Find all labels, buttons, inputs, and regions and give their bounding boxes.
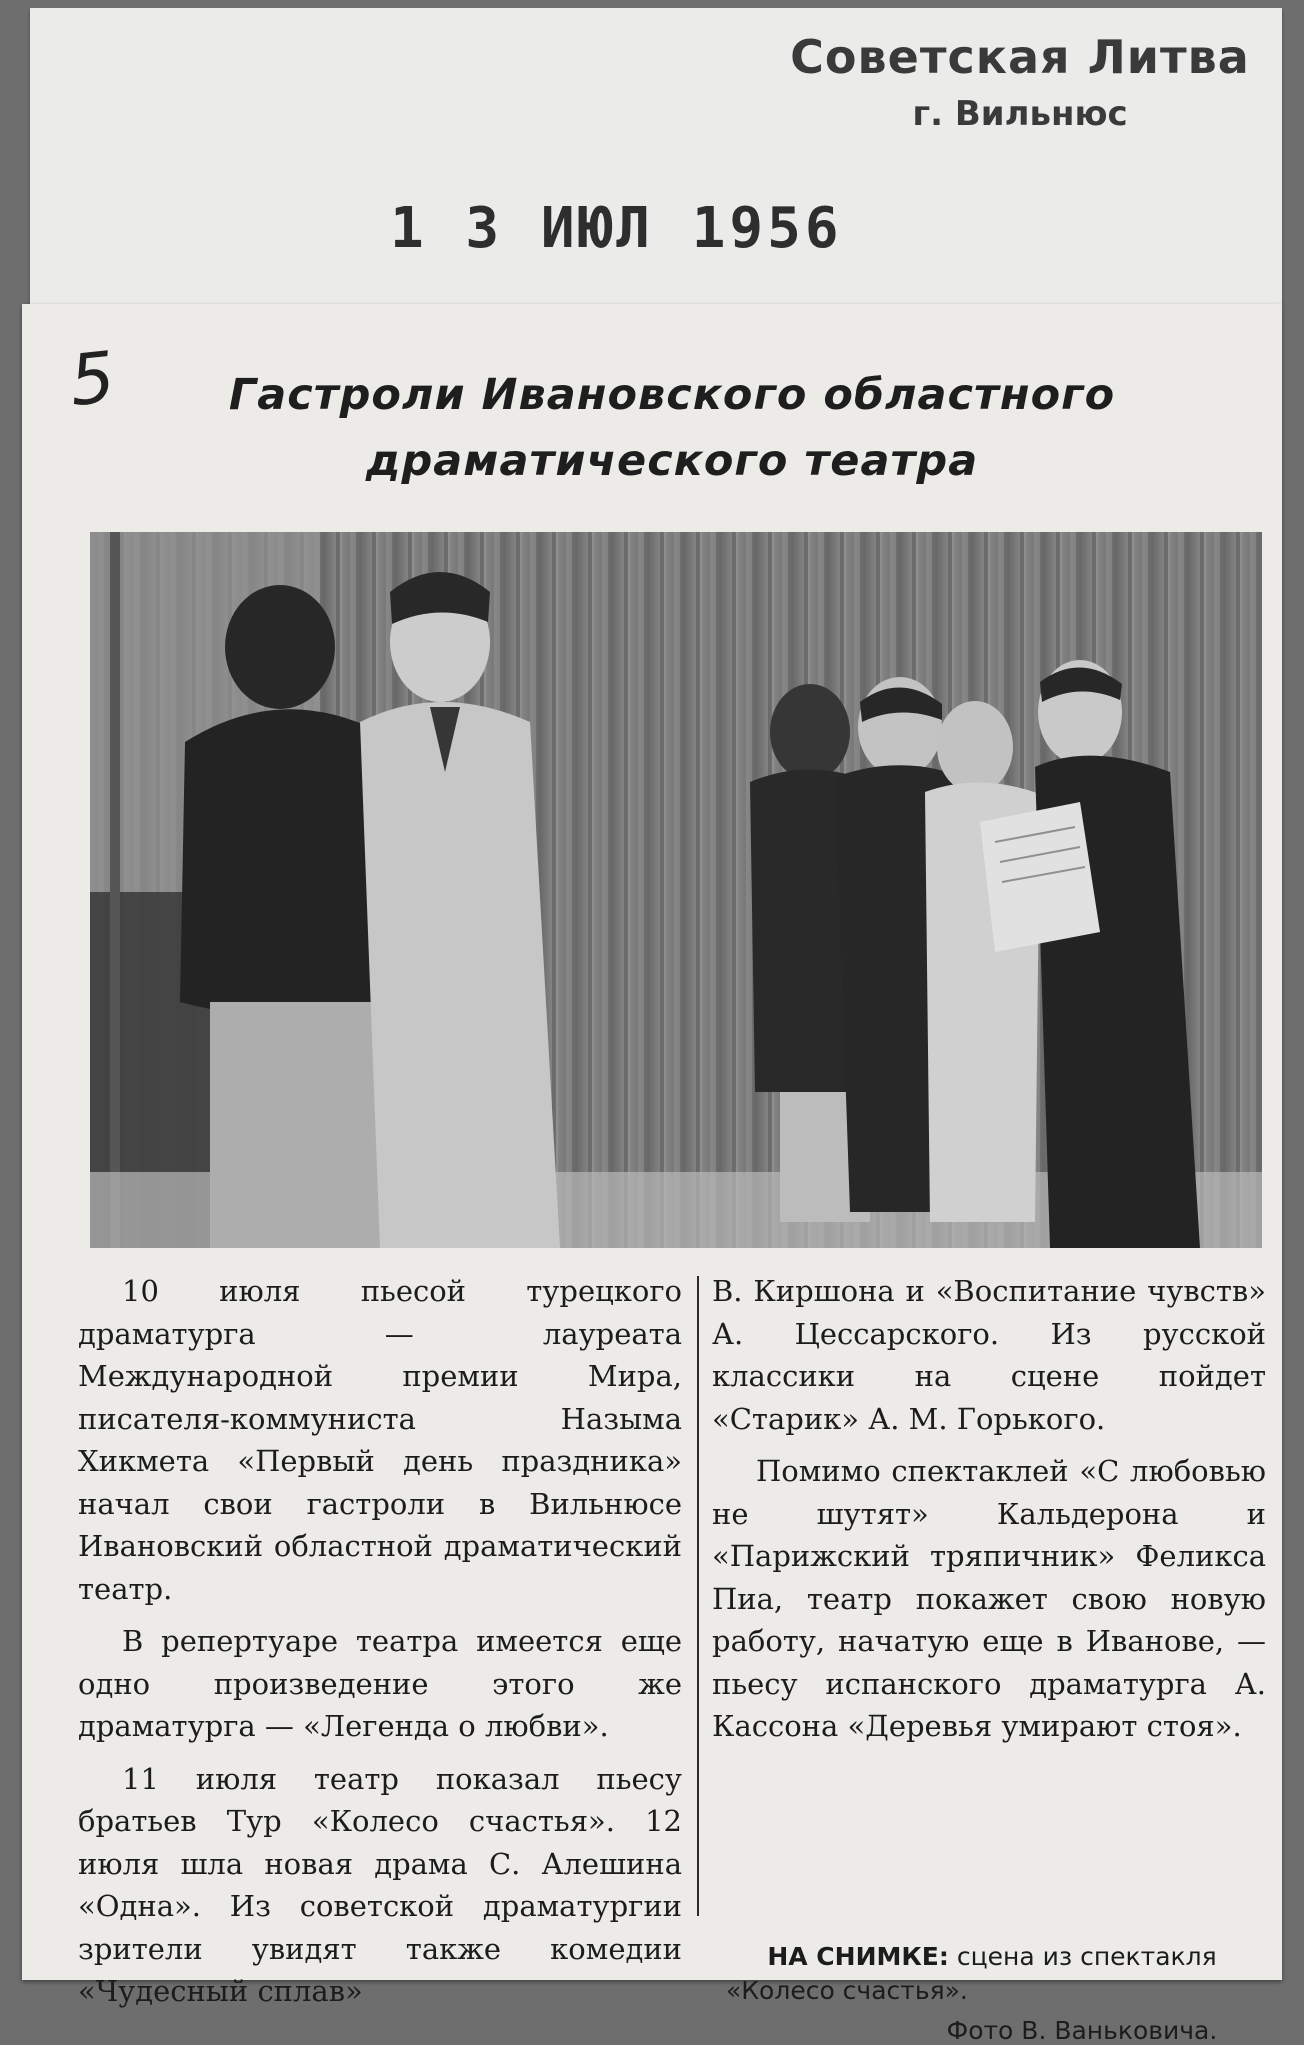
article-left-column — [78, 1270, 682, 2013]
stage-photo — [90, 532, 1262, 1248]
stage-scene-illustration — [90, 532, 1262, 1248]
date-stamp: 1 3 ИЮЛ 1956 — [390, 196, 843, 261]
caption-text: сцена из спектакля — [956, 1942, 1217, 1971]
article-paragraph: 11 июля театр показал пьесу братьев Тур «Колесо счастья». 12 июля шла новая драма С. Алешина «Одна». Из советской драматургии зрители увидят также комедии «Чудесный сплав» — [78, 1761, 682, 2008]
article-right-column — [712, 1270, 1266, 1748]
newspaper-clipping — [22, 304, 1282, 2045]
article-paragraph: В. Киршона и «Воспитание чувств» А. Цессарского. Из русской классики на сцене пойдет «Старик» А. М. Горького. — [712, 1274, 1266, 1436]
article-paragraph: 10 июля пьесой турецкого драматурга — лауреата Международной премии Мира, писателя-коммуниста Назыма Хикмета «Первый день праздника» начал свои гастроли в Вильнюсе Ивановский областной драматический театр. — [78, 1274, 682, 1606]
article-paragraph: В репертуаре театра имеется еще одно произведение этого же драматурга — «Легенда о любви». — [78, 1624, 682, 1743]
clipping-stamp-strip — [30, 8, 1282, 304]
headline-line-2: драматического театра — [365, 436, 979, 486]
photo-caption — [722, 1940, 1262, 2008]
handwritten-page-number: 5 — [65, 335, 119, 423]
photo-credit: Фото В. Ваньковича. — [946, 2016, 1218, 2045]
headline-line-1: Гастроли Ивановского областного — [228, 370, 1116, 420]
article-paragraph: Помимо спектаклей «С любовью не шутят» Кальдерона и «Парижский тряпичник» Феликса Пиа, театр покажет свою новую работу, начатую еще в Иванове, — пьесу испанского драматурга А. Кассона «Деревья умирают стоя». — [712, 1454, 1266, 1743]
newspaper-stamp: Советская Литва — [790, 30, 1250, 84]
column-divider — [697, 1276, 699, 1916]
caption-label: НА СНИМКЕ: — [767, 1942, 949, 1971]
article-headline — [142, 362, 1202, 494]
city-stamp: г. Вильнюс — [912, 94, 1128, 134]
caption-title: «Колесо счастья». — [726, 1976, 968, 2005]
